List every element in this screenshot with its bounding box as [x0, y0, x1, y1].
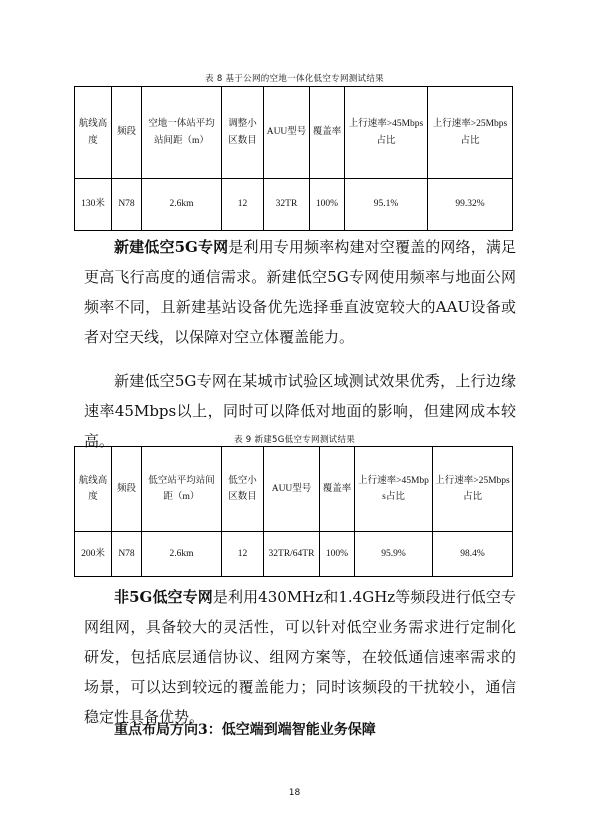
table-header-cell: 上行速率>45Mbps占比 [355, 447, 433, 532]
table-header-cell: 上行速率>25Mbps占比 [428, 87, 513, 179]
paragraph-bold-term: 非5G低空专网 [114, 588, 213, 606]
table-cell: 100% [310, 179, 345, 231]
table-cell: 100% [320, 532, 355, 577]
table-header-cell: 频段 [112, 87, 142, 179]
table-header-cell: 上行速率>25Mbps占比 [433, 447, 513, 532]
table-cell: N78 [112, 532, 142, 577]
table-header-cell: 低空小区数目 [222, 447, 264, 532]
table-cell: 200米 [75, 532, 112, 577]
table-header-cell: 调整小区数目 [222, 87, 264, 179]
table-row [75, 179, 513, 231]
table-cell: 2.6km [142, 532, 222, 577]
table-header-cell: 覆盖率 [320, 447, 355, 532]
table-cell: 12 [222, 532, 264, 577]
table-header-cell: 航线高度 [75, 87, 112, 179]
table-9 [74, 446, 513, 577]
table-header-cell: AUU型号 [264, 447, 320, 532]
table-cell: 99.32% [428, 179, 513, 231]
table-cell: 12 [222, 179, 264, 231]
page-number: 18 [288, 788, 301, 798]
table-header-cell: AUU型号 [264, 87, 310, 179]
paragraph-bold-term: 新建低空5G专网 [114, 238, 229, 256]
table-header-cell: 低空站平均站间距（m） [142, 447, 222, 532]
paragraph-text: 是利用430MHz和1.4GHz等频段进行低空专网组网，具备较大的灵活性，可以针对低空业务需求进行定制化研发，包括底层通信协议、组网方案等，在较低通信速率需求的场景，可以达到较远的覆盖能力；同时该频段的干扰较小，通信稳定性具备优势。 [84, 588, 517, 726]
table-header-cell: 空地一体站平均站间距（m） [142, 87, 222, 179]
table-row [75, 532, 513, 577]
table-cell: N78 [112, 179, 142, 231]
paragraph-new-5g-network [84, 232, 516, 352]
table-cell: 95.1% [345, 179, 428, 231]
paragraph-text: 是利用专用频率构建对空覆盖的网络，满足更高飞行高度的通信需求。新建低空5G专网使用频率与地面公网频率不同，且新建基站设备优先选择垂直波宽较大的AAU设备或者对空天线，以保障对空立体覆盖能力。 [84, 238, 516, 346]
table-cell: 98.4% [433, 532, 513, 577]
table-cell: 2.6km [142, 179, 222, 231]
table-header-cell: 上行速率>45Mbps占比 [345, 87, 428, 179]
table-header-cell: 航线高度 [75, 447, 112, 532]
table-cell: 32TR [264, 179, 310, 231]
paragraph-non-5g-network [84, 582, 516, 732]
table-cell: 32TR/64TR [264, 532, 320, 577]
table-8-caption: 表 8 基于公网的空地一体化低空专网测试结果 [205, 74, 384, 84]
table-cell: 130米 [75, 179, 112, 231]
section-heading: 重点布局方向3：低空端到端智能业务保障 [114, 722, 376, 738]
table-header-cell: 频段 [112, 447, 142, 532]
table-8 [74, 86, 513, 231]
table-9-caption: 表 9 新建5G低空专网测试结果 [233, 435, 356, 445]
table-cell: 95.9% [355, 532, 433, 577]
table-header-cell: 覆盖率 [310, 87, 345, 179]
paragraph-test-result: 新建低空5G专网在某城市试验区域测试效果优秀，上行边缘速率45Mbps以上，同时可以降低对地面的影响，但建网成本较高。 [84, 372, 516, 450]
